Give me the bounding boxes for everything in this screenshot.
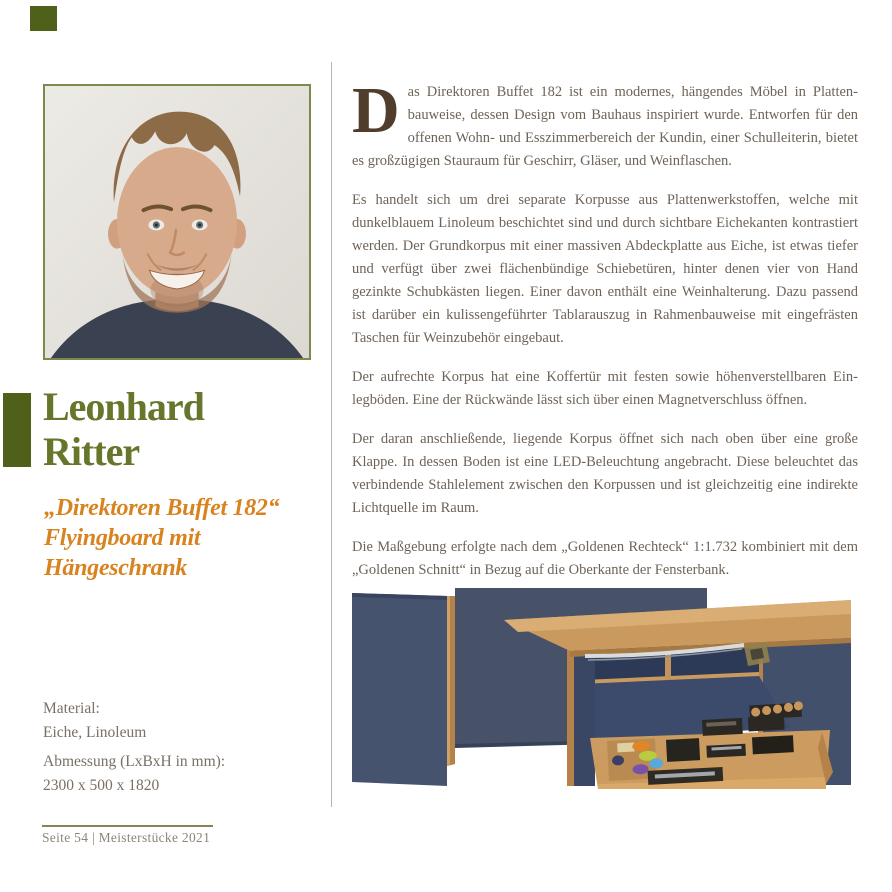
project-title [44,493,279,583]
project-title-line1: „Direktoren Buffet 182“ [44,495,280,521]
designer-name-line2: Ritter [43,429,140,474]
material-label: Material: [43,700,100,717]
portrait-photo [43,84,311,360]
specs-block [43,697,225,798]
dimensions-label: Abmessung (LxBxH in mm): [43,753,226,770]
paragraph-1-text: as Direktoren Buffet 182 ist ein modernes, hängendes Möbel in Plattenbauweise, dessen Design vom Bauhaus inspiriert wurde. Entworfen für den offenen Wohn- und Esszimmerbereich der Kundin, einer Schulleiterin, bietet es großzügigen Stauraum für Geschirr, Gläser, und Weinflaschen. [352,84,858,169]
designer-name [43,384,204,474]
paragraph-1 [352,74,858,173]
portrait-illustration [45,86,309,358]
product-photo [352,588,851,789]
page-footer: Seite 54 | Meisterstücke 2021 [42,830,211,845]
dimensions-value: 2300 x 500 x 1820 [43,777,160,794]
paragraph-4: Der daran anschließende, liegende Korpus öffnet sich nach oben über eine große Klappe. In dessen Boden ist eine LED-Beleuchtung angebracht. Diese beleuchtet das verbindende Stahlelement zwischen den Korpussen und ist gleichzeitig eine indirekte Lichtquelle im Raum. [352,431,858,516]
paragraph-5: Die Maßgebung erfolgte nach dem „Goldenen Rechteck“ 1:1.732 kombiniert mit dem „Goldenen Schnitt“ in Bezug auf die Oberkante der Fensterbank. [352,539,858,578]
paragraph-3: Der aufrechte Korpus hat eine Koffertür mit festen sowie höhenverstellbaren Einlegböden. Eine der Rückwände lässt sich über einen Magnetverschluss öffnen. [352,369,858,408]
column-divider [331,62,332,807]
footer-rule [42,825,213,827]
left-cabinet [352,593,447,786]
name-accent-bar [3,393,31,467]
project-title-line2: Flyingboard mit [44,525,201,551]
paragraph-2: Es handelt sich um drei separate Korpusse aus Plattenwerkstoffen, welche mit dunkelblauem Linoleum beschichtet sind und durch sichtbare Eichekanten kontrastiert werden. Der Grundkorpus mit einer massiven Abdeckplatte aus Eiche, ist etwas tiefer und verfügt über zwei flächenbündige Schiebetüren, hinter denen vier von Hand gezinkte Schubkästen liegen. Einer davon enthält eine Weinhalterung. Dazu passend ist darüber ein kulissengeführter Tablarauszug in Rahmenbauweise mit eingefrästen Taschen für Weinzubehör eingebaut. [352,192,858,346]
material-value: Eiche, Linoleum [43,724,147,741]
product-illustration [352,588,851,789]
drop-cap: D [352,74,400,147]
buffet-left-side [574,647,595,786]
corner-tab-marker [30,6,57,31]
designer-name-line1: Leonhard [43,384,204,429]
article-text [352,74,858,598]
project-title-line3: Hängeschrank [44,555,188,581]
